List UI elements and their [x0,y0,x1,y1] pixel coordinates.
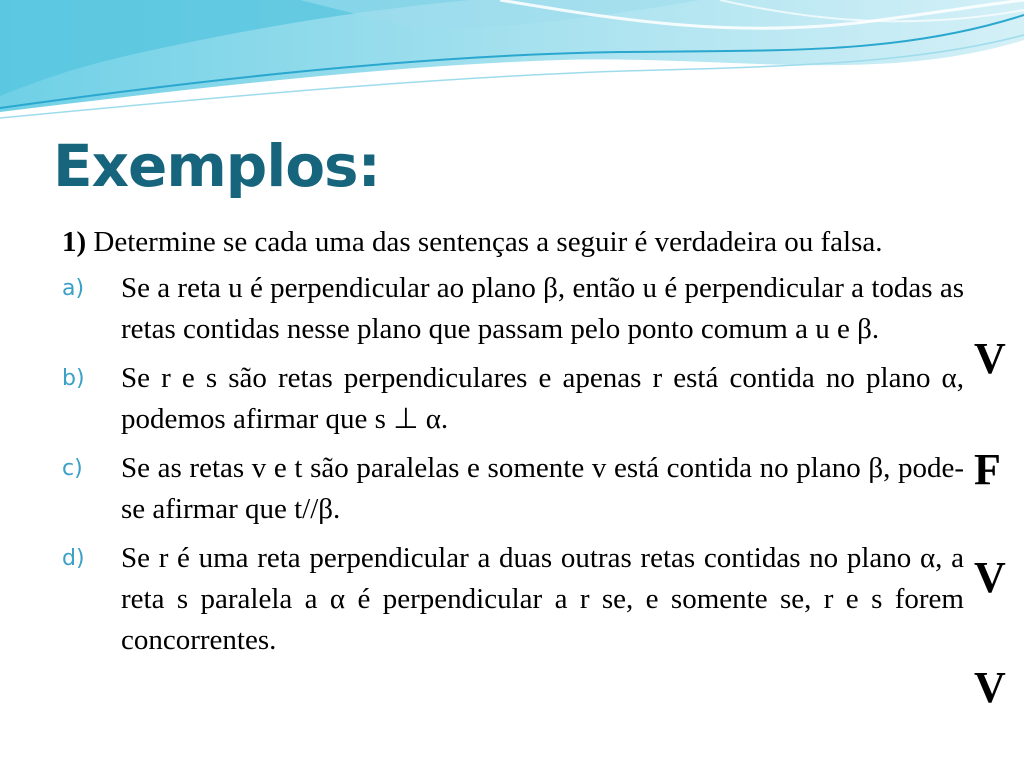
list-item-a-text: Se a reta u é perpendicular ao plano β, então u é perpendicular a todas as retas contidas nesse plano que passam pelo ponto comum a u e β. [121,272,964,345]
answer-c: V [974,553,1006,602]
list-item-d-text: Se r é uma reta perpendicular a duas outras retas contidas no plano α, a reta s paralela a α é perpendicular a r se, e somente se, r e s forem concorrentes. [121,542,964,656]
list-item-c-text: Se as retas v e t são paralelas e somente v está contida no plano β, pode-se afirmar que t//β. [121,452,964,525]
list-item-b [62,358,964,440]
list-item-b-text: Se r e s são retas perpendiculares e apenas r está contida no plano α, podemos afirmar que s ⊥ α. [121,362,964,435]
answer-d: V [974,663,1006,712]
question-text: Determine se cada uma das sentenças a seguir é verdadeira ou falsa. [86,226,883,258]
slide-title: Exemplos: [53,132,380,200]
list-item-c [62,448,964,530]
answer-a: V [974,334,1006,383]
question-intro [62,222,964,263]
list-marker-d: d) [62,546,85,571]
list-marker-c: c) [62,456,83,481]
list-item-a [62,268,964,350]
header-wave-decoration [0,0,1024,130]
list-marker-a: a) [62,276,85,301]
answer-b: F [974,445,1001,494]
slide-content [62,222,964,669]
question-number: 1) [62,226,87,258]
list-item-d [62,538,964,661]
list-marker-b: b) [62,366,85,391]
